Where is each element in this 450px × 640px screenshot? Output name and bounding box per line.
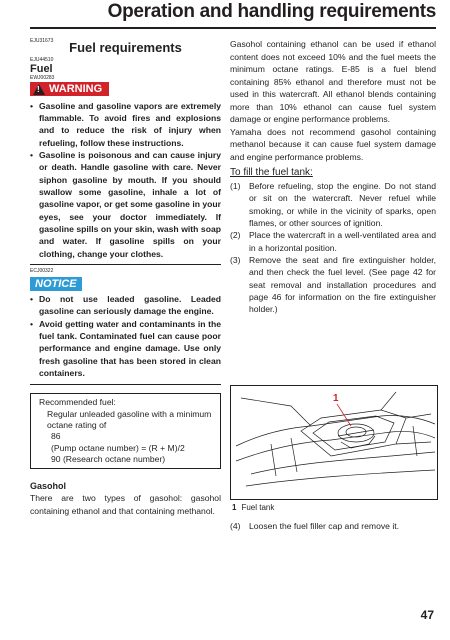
- recommended-fuel-box: [30, 393, 221, 469]
- fuel-tank-illustration: [230, 385, 438, 500]
- step-number: (2): [230, 230, 241, 241]
- step-number: (4): [230, 521, 241, 531]
- callout-number: 1: [333, 393, 339, 404]
- notice-item: • Do not use leaded gasoline. Leaded gasoline can seriously damage the engine.: [30, 293, 221, 318]
- fill-tank-heading: To fill the fuel tank:: [230, 167, 313, 178]
- fuel-box-octane-value: 86: [51, 431, 61, 442]
- notice-code: ECJ00322: [30, 267, 54, 274]
- caption-number: 1: [232, 503, 237, 512]
- fill-step: [230, 254, 436, 316]
- warning-badge: [30, 82, 109, 96]
- notice-list: [30, 293, 221, 379]
- notice-end-rule: [30, 384, 221, 385]
- warning-code: EWJ00283: [30, 75, 55, 81]
- section-code: EJU31673: [30, 38, 54, 44]
- fill-steps-continued: [230, 520, 436, 532]
- fuel-box-heading: Recommended fuel:: [39, 397, 116, 408]
- fuel-box-note: (Pump octane number) = (R + M)/2: [51, 442, 185, 453]
- methanol-paragraph: Yamaha does not recommend gasohol containing methanol because it can cause fuel system damage and engine performance problems.: [230, 126, 436, 162]
- warning-end-rule: [30, 264, 221, 265]
- gasohol-heading: Gasohol: [30, 481, 67, 492]
- fill-step: [230, 229, 436, 254]
- page-number: 47: [420, 608, 434, 622]
- title-rule: [30, 27, 436, 29]
- fuel-heading: Fuel: [30, 63, 53, 75]
- ethanol-paragraph: Gasohol containing ethanol can be used if ethanol content does not exceed 10% and the fuel meets the minimum octane ratings. E-85 is a fuel blend containing 85% ethanol and therefore must not be used in this watercraft. All ethanol blends containing more than 10% ethanol can cause fuel system damage or engine performance problems.: [230, 39, 436, 124]
- page-title: Operation and handling requirements: [107, 1, 436, 22]
- warning-item: • Gasoline is poisonous and can cause injury or death. Handle gasoline with care. Never siphon gasoline by mouth. If you should swallow some gasoline, inhale a lot of gasoline vapor, or get some gasoline in your eyes, see your doctor immediately. If gasoline spills on your skin, wash with soap and water. If gasoline spills on your clothing, change your clothes.: [30, 149, 221, 260]
- fuel-code: EJU44510: [30, 57, 54, 63]
- warning-label: WARNING: [49, 83, 103, 95]
- step-number: (1): [230, 181, 241, 191]
- fill-steps: [230, 180, 436, 316]
- step-text: Remove the seat and fire extinguisher holder, and then check the fuel level. (See page 42 for seat removal and installation procedures and page 46 for information on the fire extinguisher holder.): [249, 255, 436, 315]
- left-column: [30, 38, 221, 517]
- fuel-box-note: 90 (Research octane number): [51, 453, 166, 464]
- section-title: Fuel requirements: [69, 40, 182, 55]
- warning-list: [30, 100, 221, 260]
- fuel-box-line: Regular unleaded gasoline with a minimum octane rating of: [47, 408, 212, 430]
- step-number: (3): [230, 255, 241, 266]
- step-text: Loosen the fuel filler cap and remove it.: [249, 521, 400, 531]
- fill-step: [230, 520, 436, 532]
- right-column: [230, 38, 436, 316]
- warning-triangle-icon: [33, 84, 45, 95]
- figure-caption: [232, 503, 274, 512]
- gasohol-text: There are two types of gasohol: gasohol containing ethanol and that containing methanol.: [30, 493, 221, 516]
- notice-badge: NOTICE: [30, 277, 82, 291]
- fill-step: [230, 180, 436, 229]
- step-text: Before refueling, stop the engine. Do not stand or sit on the watercraft. Never refuel while smoking, or while in the vicinity of sparks, open flames, or other sources of ignition.: [249, 181, 436, 229]
- warning-item: • Gasoline and gasoline vapors are extremely flammable. To avoid fires and explosions and to reduce the risk of injury when refueling, follow these instructions.: [30, 100, 221, 149]
- step-text: Place the watercraft in a well-ventilated area and in a horizontal position.: [249, 230, 436, 253]
- notice-item: • Avoid getting water and contaminants in the fuel tank. Contaminated fuel can cause poor performance and engine damage. Use only fresh gasoline that has been stored in clean containers.: [30, 318, 221, 380]
- caption-text: Fuel tank: [241, 503, 275, 512]
